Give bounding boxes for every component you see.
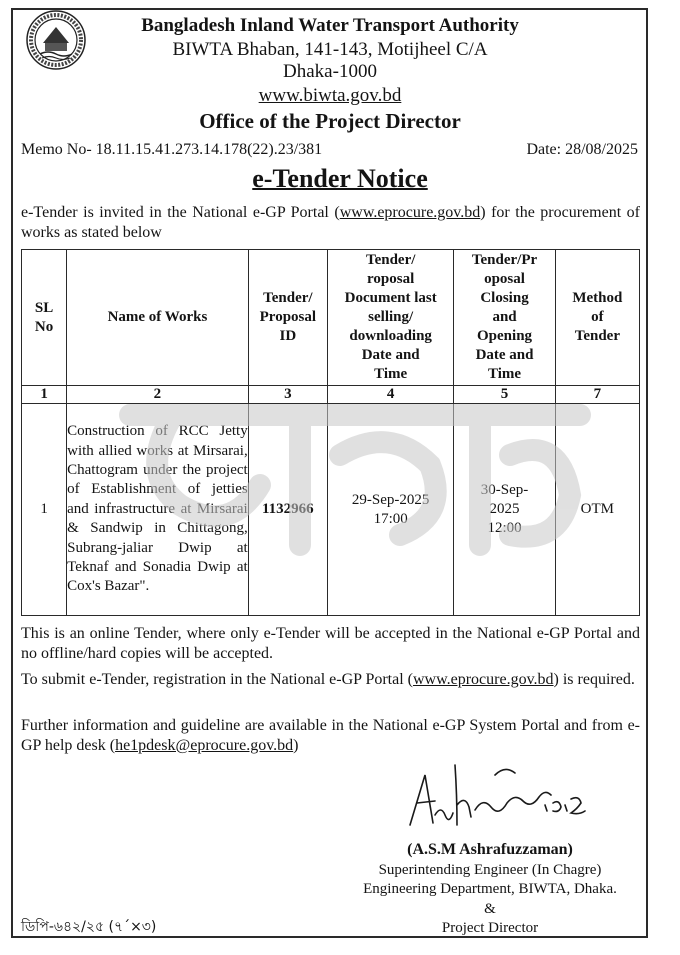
notice-title-wrap: [0, 164, 680, 194]
helpdesk-email-link[interactable]: he1pdesk@eprocure.gov.bd: [115, 737, 294, 754]
header-name-line: Name of Works: [107, 309, 208, 325]
column-number: 7: [555, 386, 639, 404]
p2-text-after: ) is required.: [553, 671, 635, 688]
table-row: [22, 404, 640, 616]
row-closing-date-2: 2025: [489, 501, 520, 517]
header-doc-line: Tender/: [365, 252, 416, 268]
header-doc-line: Date and: [361, 347, 420, 363]
header-closing-line: oposal: [484, 271, 525, 287]
column-number: 3: [248, 386, 327, 404]
row-closing-date-cell: [454, 404, 555, 616]
signer-ampersand: &: [484, 901, 496, 917]
column-number: 2: [67, 386, 249, 404]
column-number: 1: [22, 386, 67, 404]
signer-department: Engineering Department, BIWTA, Dhaka.: [363, 881, 617, 897]
header-method-line: Method: [572, 290, 623, 306]
org-name: Bangladesh Inland Water Transport Authority: [141, 15, 519, 36]
signer-project-title: Project Director: [441, 920, 539, 936]
header-sl-line: SL: [34, 299, 54, 316]
header-doc-line: Document last: [344, 290, 437, 306]
row-doc-date: 29-Sep-2025: [351, 491, 430, 508]
notice-date: Date: 28/08/2025: [526, 141, 638, 158]
p3-text-before: Further information and guideline are available in the National e-GP System Portal and from e-GP help desk (: [21, 717, 640, 754]
header-doc-line: selling/: [368, 309, 414, 325]
notice-title: e-Tender Notice: [252, 164, 428, 193]
org-address: BIWTA Bhaban, 141-143, Motijheel C/A: [172, 39, 488, 60]
header-method: [555, 250, 639, 386]
header-id-line: Proposal: [259, 309, 317, 325]
header-doc-date: [327, 250, 453, 386]
row-closing-time: 12:00: [487, 520, 522, 536]
row-method: OTM: [555, 404, 639, 616]
header-sl: [22, 250, 67, 386]
column-number: 4: [327, 386, 453, 404]
row-sl: 1: [22, 404, 67, 616]
intro-text-after: ) for the procurement of works as stated below: [21, 204, 640, 241]
org-website-link[interactable]: www.biwta.gov.bd: [258, 85, 402, 106]
header-doc-line: roposal: [367, 271, 415, 287]
header-closing-line: Closing: [480, 290, 529, 306]
row-closing-date-1: 30-Sep-: [480, 482, 529, 498]
header-closing-line: Time: [488, 366, 522, 382]
header-id: [248, 250, 327, 386]
office-title: Office of the Project Director: [199, 109, 461, 133]
header-method-line: of: [591, 309, 604, 325]
registration-paragraph: [21, 670, 640, 690]
reference-code: ডিপি-৬৪২/২৫ (৭´×৩): [21, 919, 157, 935]
p3-text-after: ): [293, 737, 299, 754]
column-number: 5: [454, 386, 555, 404]
eprocure-link-2[interactable]: www.eprocure.gov.bd: [412, 671, 554, 688]
header-id-line: ID: [279, 328, 297, 344]
intro-text-before: e-Tender is invited in the National e-GP Portal (: [21, 204, 340, 221]
column-number-row: [22, 386, 640, 404]
header-method-line: Tender: [574, 328, 620, 344]
header-doc-line: downloading: [349, 328, 432, 344]
online-tender-paragraph: This is an online Tender, where only e-Tender will be accepted in the National e-GP Portal and no offline/hard copies will be accepted.: [21, 625, 640, 662]
header-sl-line: No: [34, 318, 54, 335]
header-id-line: Tender/: [263, 290, 313, 306]
header-closing-line: Tender/Pr: [471, 252, 538, 268]
header-closing-line: Opening: [477, 328, 533, 344]
biwta-logo: [26, 10, 86, 70]
row-name-of-works: Construction of RCC Jetty with allied works at Mirsarai, Chattogram under the project of Establishment of jetties and infrastructure at Mirsarai & Sandwip in Chittagong, Subrang-jaliar Dwip at Teknaf and Sonadia Dwip at Cox's Bazar".: [67, 404, 249, 616]
row-tender-id: 1132966: [248, 404, 327, 616]
table-header-row: [22, 250, 640, 386]
signer-designation: Superintending Engineer (In Chagre): [378, 862, 602, 878]
row-doc-time: 17:00: [373, 510, 408, 527]
row-doc-date-cell: [327, 404, 453, 616]
header-closing-line: Date and: [475, 347, 534, 363]
signer-name: (A.S.M Ashrafuzzaman): [407, 841, 573, 858]
helpdesk-paragraph: [21, 716, 640, 756]
tender-table: [21, 249, 640, 616]
intro-paragraph: [21, 203, 640, 243]
memo-number: Memo No- 18.11.15.41.273.14.178(22).23/381: [21, 141, 323, 158]
handwritten-signature: [395, 755, 595, 840]
p2-text-before: To submit e-Tender, registration in the National e-GP Portal (: [21, 671, 413, 688]
header-doc-line: Time: [374, 366, 408, 382]
org-city: Dhaka-1000: [283, 61, 377, 82]
eprocure-link[interactable]: www.eprocure.gov.bd: [339, 204, 481, 221]
header-closing-date: [454, 250, 555, 386]
header-name: [67, 250, 249, 386]
header-closing-line: and: [492, 309, 517, 325]
